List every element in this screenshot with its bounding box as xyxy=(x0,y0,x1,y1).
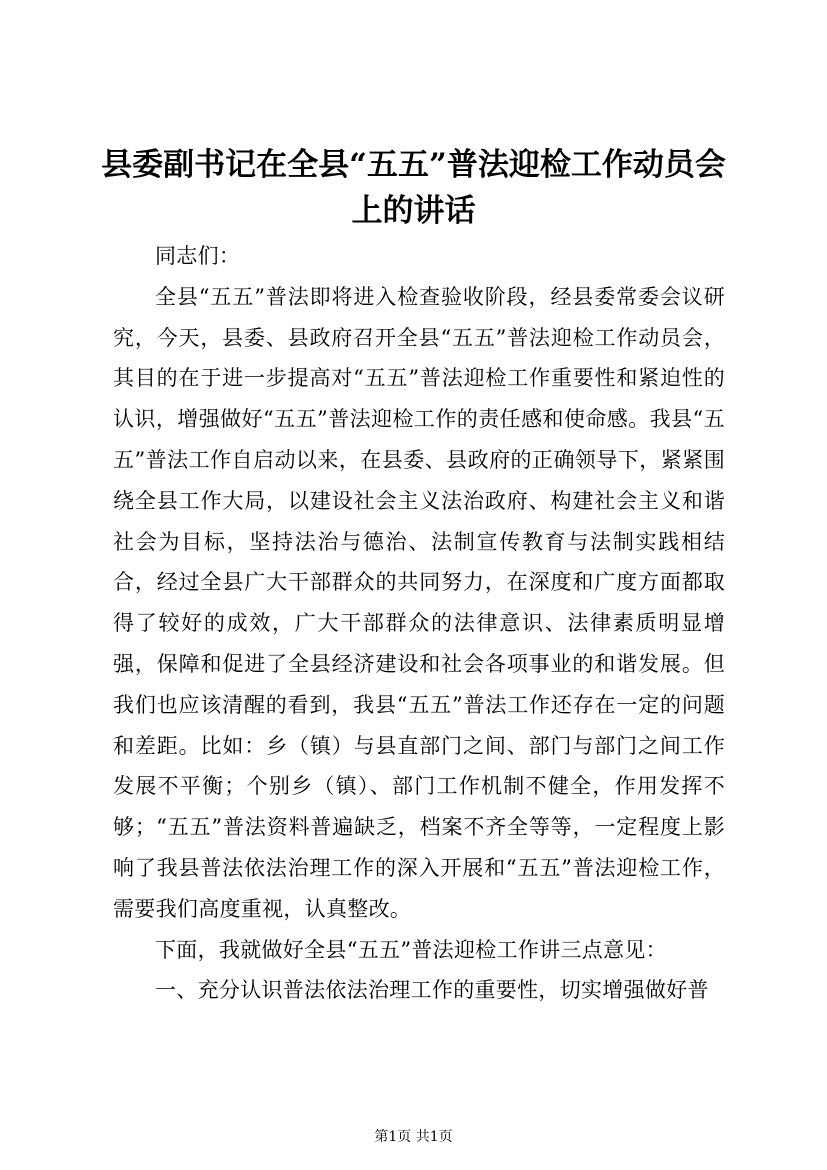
paragraph-salutation: 同志们： xyxy=(155,244,241,268)
paragraph-point-one: 一、充分认识普法依法治理工作的重要性，切实增强做好普 xyxy=(155,978,709,1003)
document-title: 县委副书记在全县“五五”普法迎检工作动员会上的讲话 xyxy=(101,147,726,229)
page-footer: 第1页 共1页 xyxy=(374,1129,453,1145)
paragraph-intro-points: 下面，我就做好全县“五五”普法迎检工作讲三点意见： xyxy=(155,937,667,962)
paragraph-main: 全县“五五”普法即将进入检查验收阶段，经县委常委会议研究，今天，县委、县政府召开全县“五五”普法迎检工作动员会，其目的在于进一步提高对“五五”普法迎检工作重要性和紧迫性的认识，增强做好“五五”普法迎检工作的责任感和使命感。我县“五五”普法工作自启动以来，在县委、县政府的正确领导下，紧紧围绕全县工作大局，以建设社会主义法治政府、构建社会主义和谐社会为目标，坚持法治与德治、法制宣传教育与法制实践相结合，经过全县广大干部群众的共同努力，在深度和广度方面都取得了较好的成效，广大干部群众的法律意识、法律素质明显增强，保障和促进了全县经济建设和社会各项事业的和谐发展。但我们也应该清醒的看到，我县“五五”普法工作还存在一定的问题和差距。比如：乡（镇）与县直部门之间、部门与部门之间工作发展不平衡；个别乡（镇）、部门工作机制不健全，作用发挥不够；“五五”普法资料普遍缺乏，档案不齐全等等，一定程度上影响了我县普法依法治理工作的深入开展和“五五”普法迎检工作，需要我们高度重视，认真整改。 xyxy=(113,284,725,921)
document-body xyxy=(113,236,725,1011)
